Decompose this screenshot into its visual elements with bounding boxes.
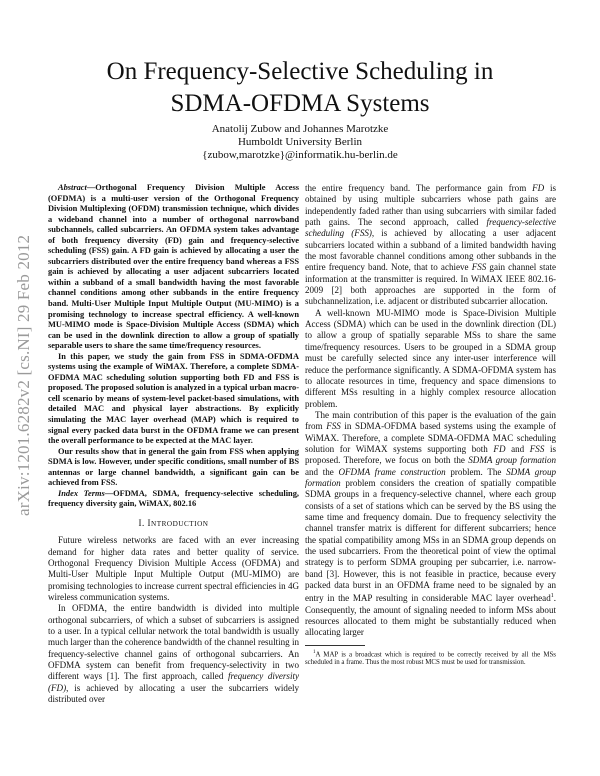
footnote-reference: 1: [550, 593, 554, 600]
right-paragraph-1: the entire frequency band. The performance gain from FD is obtained by using multiple subcarriers whose path gains are independently faded rather than using subcarriers with similar faded path gains. The second approach, called frequency-selective scheduling (FSS), is achieved by allocating a user adjacent subcarriers located within a subband of a limited bandwidth having the most favorable channel conditions among other subbands in the entire frequency band. Note, that to achieve FSS gain channel state information at the transmitter is required. In WiMAX IEEE 802.16-2009 [2] both approaches are supported in the form of subchannelization, i.e. adjacent or distributed subcarrier allocation.: [305, 183, 557, 307]
footnote: $^1$A MAP is a broadcast which is required to be correctly received by all the MSs scheduled in a frame. Thus the most robust MCS must be used for transmission.: [305, 649, 556, 667]
author-names: Anatolij Zubow and Johannes Marotzke: [211, 123, 389, 135]
right-paragraph-2: A well-known MU-MIMO mode is Space-Division Multiple Access (SDMA) which can be used in the downlink direction (DL) to allow a group of spatially separable MSs to share the same time/frequency resources. Users to be grouped in a SDMA group must be carefully selected since any inter-user interference will reduce the performance significantly. A SDMA-OFDMA system has to allocate resources in time, frequency and space dimensions to different MSs resulting in a highly complex resource allocation problem.: [305, 307, 556, 409]
title-line-1: On Frequency-Selective Scheduling in: [106, 58, 494, 85]
section-heading-introduction: [48, 518, 299, 530]
footnote-divider: [305, 645, 365, 646]
section-title-rest: NTRODUCTION: [151, 519, 209, 528]
author-email: {zubow,marotzke}@informatik.hu-berlin.de: [202, 149, 398, 161]
intro-paragraph-1: Future wireless networks are faced with an ever increasing demand for higher data rates and better quality of service. Orthogonal Frequency Division Multiple Access (OFDMA) and Multi-User Multiple Input Multiple Output (MU-MIMO) are promising technologies to increase current spectral efficiencies in 4G wireless communication systems.: [48, 535, 299, 603]
abstract-paragraph-1: —Orthogonal Frequency Division Multiple Access (OFDMA) is a multi-user version of the Orthogonal Frequency Division Multiplexing (OFDM) transmission technique, which divides a wideband channel into a number of orthogonal narrowband subchannels, called subcarriers. An OFDMA system takes advantage of both frequency diversity (FD) gain and frequency-selective scheduling (FSS) gain. A FD gain is achieved by allocating a user the subcarriers distributed over the entire frequency band whereas a FSS gain is achieved by allocating a user adjacent subcarriers located within a subband of a small bandwidth having the most favorable channel conditions among other subbands in the entire frequency band. Multi-User Multiple Input Multiple Output (MU-MIMO) is a promising technology to increase spectral efficiency. A well-known MU-MIMO mode is Space-Division Multiple Access (SDMA) which can be used in the downlink direction to allow a group of spatially separable users to share the same time/frequency resources.: [48, 183, 299, 351]
arxiv-identifier: arXiv:1201.6282v2 [cs.NI] 29 Feb 2012: [14, 234, 33, 516]
index-terms-label: Index Terms: [58, 488, 105, 498]
author-affiliation: Humboldt University Berlin: [237, 136, 363, 148]
section-numeral: I.: [138, 517, 145, 528]
abstract-label: Abstract: [58, 183, 87, 192]
section-title-initial: I: [147, 517, 152, 528]
index-terms: —OFDMA, SDMA, frequency-selective scheduling, frequency diversity gain, WiMAX, 802.16: [48, 488, 299, 509]
abstract-paragraph-3: Our results show that in general the gain from FSS when applying SDMA is low. However, under specific conditions, small number of BS antennas or large channel bandwidth, a significant gain can be achieved from FSS.: [48, 446, 299, 488]
left-column: [48, 183, 299, 705]
abstract-paragraph-2: In this paper, we study the gain from FSS in SDMA-OFDMA systems using the example of WiMAX. Therefore, a complete SDMA-OFDMA MAC scheduling solution supporting both FD and FSS is proposed. The proposed solution is analyzed in a typical urban macro-cell scenario by means of system-level packet-based simulations, with detailed MAC and physical layer abstractions. By explicitly simulating the MAC layer overhead (MAP) which is required to signal every packed data burst in the OFDMA frame we can present the overall performance to be expected at the MAC layer.: [48, 351, 299, 446]
intro-paragraph-2: In OFDMA, the entire bandwidth is divided into multiple orthogonal subcarriers, of which a subset of subcarriers is assigned to a user. In a typical cellular network the total bandwidth is usually much larger than the coherence bandwidth of the channel resulting in frequency-selective channel gains of orthogonal subcarriers. An OFDMA system can benefit from frequency-selectivity in two different ways [1]. The first approach, called frequency diversity (FD), is achieved by allocating a user the subcarriers widely distributed over: [48, 603, 299, 705]
right-paragraph-3: The main contribution of this paper is the evaluation of the gain from FSS in SDMA-OFDMA based systems using the example of WiMAX. Therefore, a complete SDMA-OFDMA MAC scheduling solution for WiMAX systems supporting both FD and FSS is proposed. Therefore, we focus on both the SDMA group formation and the OFDMA frame construction problem. The SDMA group formation problem considers the creation of spatially compatible SDMA groups in a frequency-selective channel, where each group consists of a set of stations which can be served by the BS using the same time and frequency domain. Due to frequency selectivity the channel transfer matrix is different for different subcarriers; hence the spatial compatibility among MSs in an SDMA group depends on the used subcarriers. From the theoretical point of view the optimal strategy is to perform SDMA grouping per subcarrier, i.e. narrow-band [3]. However, this is not feasible in practice, because every packed data burst in an OFDMA frame need to be signaled by an entry in the MAP resulting in considerable MAC layer overhead$^1$. Consequently, the amount of signaling needed to inform MSs about resources allocated to them might be substantially reduced when allocating larger: [305, 409, 556, 638]
abstract: [48, 183, 299, 510]
paper-title: [0, 56, 600, 120]
author-block: [0, 123, 600, 162]
right-column: [305, 183, 556, 667]
title-line-2: SDMA-OFDMA Systems: [170, 90, 430, 117]
